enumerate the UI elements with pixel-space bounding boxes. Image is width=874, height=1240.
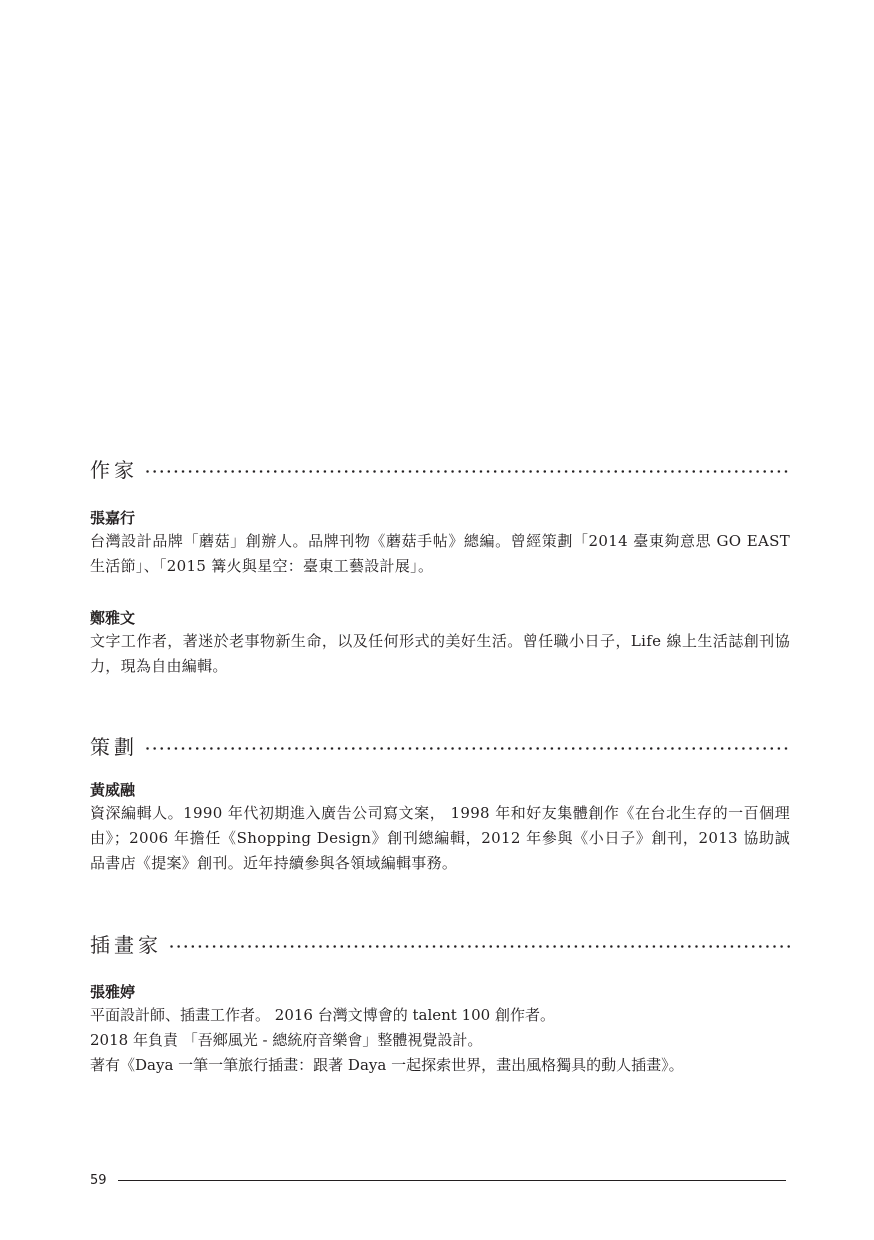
person-name: 黃威融: [90, 781, 136, 799]
bio-line: 平面設計師、插畫工作者。 2016 台灣文博會的 talent 100 創作者。: [90, 1006, 555, 1024]
section-heading-curator: [90, 728, 790, 762]
person-name: 鄭雅文: [90, 609, 136, 627]
person-bio: [90, 1003, 790, 1078]
section-heading-illustrator: [90, 926, 790, 960]
dot-leader: [144, 747, 790, 750]
person-bio: 資深編輯人。1990 年代初期進入廣告公司寫文案， 1998 年和好友集體創作《在台北生存的一百個理由》；2006 年擔任《Shopping Design》創刊總編輯，2012 年參與《小日子》創刊，2013 協助誠品書店《提案》創刊。近年持續參與各領域編輯事務。: [90, 804, 790, 872]
bio-line: 2018 年負責 「吾鄉風光 - 總統府音樂會」整體視覺設計。: [90, 1031, 483, 1049]
footer-rule: [118, 1180, 786, 1181]
bio-line: 著有《Daya 一筆一筆旅行插畫：跟著 Daya 一起探索世界，畫出風格獨具的動人插畫》。: [90, 1056, 684, 1074]
person-name: 張嘉行: [90, 509, 136, 527]
person-name: 張雅婷: [90, 983, 136, 1001]
person-bio: 台灣設計品牌「蘑菇」創辦人。品牌刊物《蘑菇手帖》總編。曾經策劃「2014 臺東夠意思 GO EAST 生活節」、「2015 篝火與星空：臺東工藝設計展」。: [90, 532, 790, 575]
section-title: 策劃: [90, 734, 138, 759]
dot-leader: [168, 945, 790, 948]
dot-leader: [144, 470, 790, 473]
page-number: 59: [90, 1173, 107, 1188]
section-heading-writers: [90, 451, 790, 485]
person-bio: 文字工作者，著迷於老事物新生命，以及任何形式的美好生活。曾任職小日子，Life 線上生活誌創刊協力，現為自由編輯。: [90, 632, 790, 675]
section-title: 插畫家: [90, 932, 162, 957]
section-title: 作家: [90, 457, 138, 482]
